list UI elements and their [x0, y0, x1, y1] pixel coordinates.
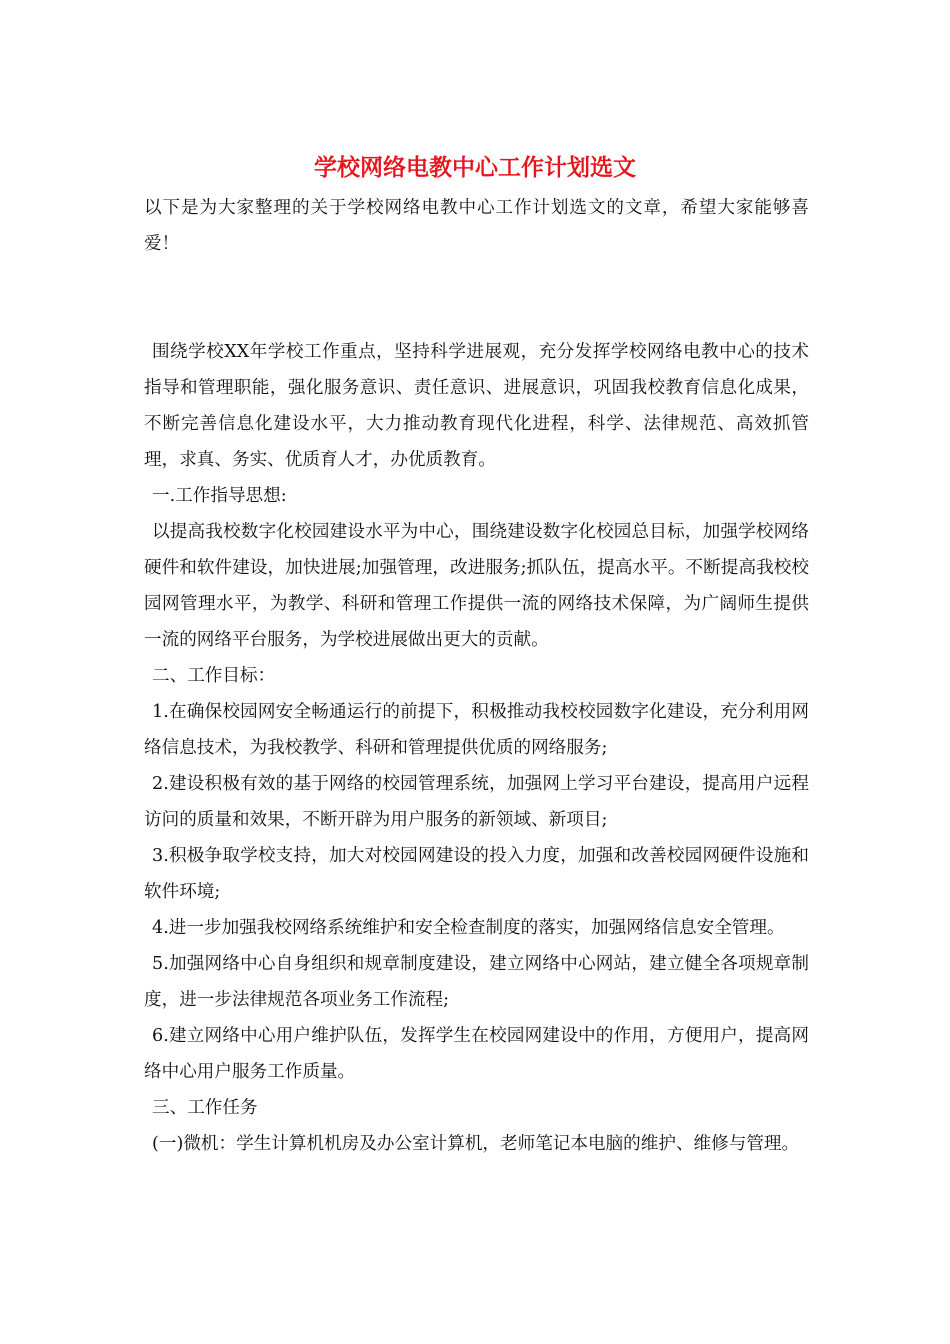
document-title: 学校网络电教中心工作计划选文	[314, 154, 636, 181]
task-item-1: (一)微机：学生计算机机房及办公室计算机，老师笔记本电脑的维护、维修与管理。	[152, 1134, 800, 1154]
goal-item-4: 4.进一步加强我校网络系统维护和安全检查制度的落实，加强网络信息安全管理。	[152, 918, 785, 938]
intro-paragraph: 以下是为大家整理的关于学校网络电教中心工作计划选文的文章，希望大家能够喜爱！	[144, 198, 809, 254]
goal-item-3: 3.积极争取学校支持，加大对校园网建设的投入力度，加强和改善校园网硬件设施和软件环境;	[144, 846, 809, 902]
guiding-ideology-paragraph: 以提高我校数字化校园建设水平为中心，围绕建设数字化校园总目标，加强学校网络硬件和软件建设，加快进展;加强管理，改进服务;抓队伍，提高水平。不断提高我校校园网管理水平，为教学、科研和管理工作提供一流的网络技术保障，为广阔师生提供一流的网络平台服务，为学校进展做出更大的贡献。	[144, 522, 809, 650]
section-heading-work-goals: 二、工作目标：	[152, 666, 276, 686]
goal-item-6: 6.建立网络中心用户维护队伍，发挥学生在校园网建设中的作用，方便用户，提高网络中心用户服务工作质量。	[144, 1026, 809, 1082]
section-heading-work-tasks: 三、工作任务	[152, 1098, 258, 1118]
goal-item-1: 1.在确保校园网安全畅通运行的前提下，积极推动我校校园数字化建设，充分利用网络信息技术，为我校教学、科研和管理提供优质的网络服务;	[144, 702, 809, 758]
blank-spacer	[144, 262, 809, 334]
goal-item-2: 2.建设积极有效的基于网络的校园管理系统，加强网上学习平台建设，提高用户远程访问的质量和效果，不断开辟为用户服务的新领域、新项目;	[144, 774, 809, 830]
goal-item-5: 5.加强网络中心自身组织和规章制度建设，建立网络中心网站，建立健全各项规章制度，进一步法律规范各项业务工作流程;	[144, 954, 809, 1010]
section-heading-guiding-ideology: 一.工作指导思想:	[152, 486, 287, 506]
document-body	[144, 190, 809, 1162]
overview-paragraph: 围绕学校XX年学校工作重点，坚持科学进展观，充分发挥学校网络电教中心的技术指导和管理职能，强化服务意识、责任意识、进展意识，巩固我校教育信息化成果，不断完善信息化建设水平，大力推动教育现代化进程，科学、法律规范、高效抓管理，求真、务实、优质育人才，办优质教育。	[144, 342, 809, 470]
